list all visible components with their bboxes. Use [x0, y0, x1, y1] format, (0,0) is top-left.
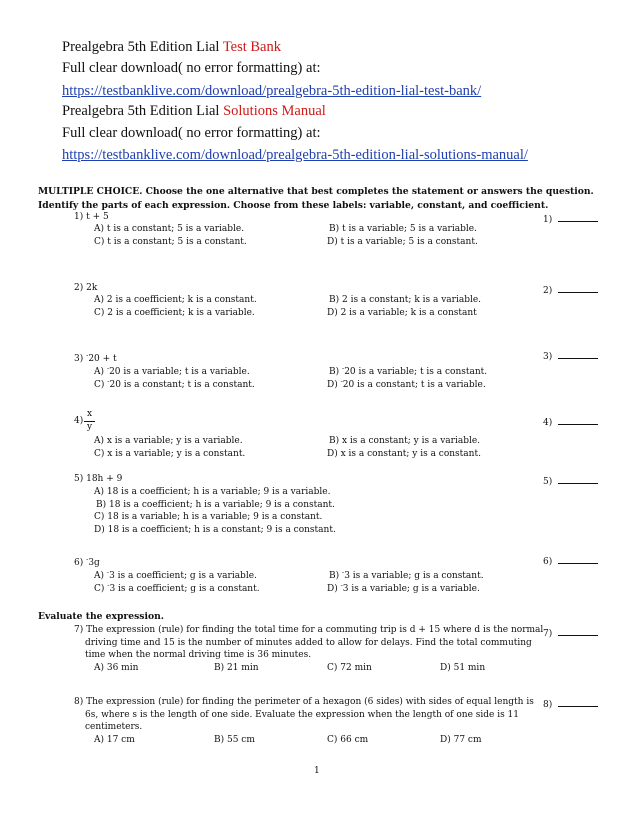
q5-stem: 5) 18h + 9 — [74, 474, 123, 484]
header-title-1: Prealgebra 5th Edition Lial — [62, 39, 223, 55]
q6-option-b: B) -3 is a variable; g is a constant. — [329, 568, 484, 581]
q7-line-3: time when the normal driving time is 36 minutes. — [85, 650, 312, 660]
q3-answer-blank — [543, 350, 598, 362]
q7-option-c: C) 72 min — [327, 663, 372, 673]
q5-option-c: C) 18 is a variable; h is a variable; 9 is a constant. — [94, 512, 323, 522]
section-instruction-1: MULTIPLE CHOICE. Choose the one alternative that best completes the statement or answers the question. — [38, 186, 594, 197]
solutions-manual-link[interactable]: https://testbanklive.com/download/prealgebra-5th-edition-lial-solutions-manual/ — [62, 147, 528, 163]
test-bank-link[interactable]: https://testbanklive.com/download/prealgebra-5th-edition-lial-test-bank/ — [62, 83, 482, 99]
q7-answer-label: 7) — [543, 629, 553, 639]
q4-option-a: A) x is a variable; y is a variable. — [94, 436, 243, 446]
q5-answer-blank — [543, 475, 598, 487]
q6-option-c: C) -3 is a coefficient; g is a constant. — [94, 581, 260, 594]
q1-option-c: C) t is a constant; 5 is a constant. — [94, 237, 247, 247]
q5-answer-label: 5) — [543, 477, 553, 487]
q7-answer-blank — [543, 627, 598, 639]
q3-stem: 3) -20 + t — [74, 351, 117, 364]
q7-line-1: 7) The expression (rule) for finding the total time for a commuting trip is d + 15 where d is the normal — [74, 625, 544, 635]
q8-answer-blank — [543, 698, 598, 710]
q4-option-d: D) x is a constant; y is a constant. — [327, 449, 481, 459]
q2-answer-blank — [543, 284, 598, 296]
q4-answer-blank — [543, 416, 598, 428]
q6-stem: 6) -3g — [74, 555, 100, 568]
q4-fraction-numerator: x — [87, 409, 93, 419]
q7-option-b: B) 21 min — [214, 663, 259, 673]
header-test-bank: Test Bank — [222, 39, 281, 55]
q8-option-b: B) 55 cm — [214, 735, 255, 745]
header-line-2: Full clear download( no error formatting) at: — [62, 60, 321, 76]
header-title-2: Prealgebra 5th Edition Lial — [62, 103, 224, 119]
q6-answer-label: 6) — [543, 557, 553, 567]
q8-line-2: 6s, where s is the length of one side. Evaluate the expression when the length of one side is 11 — [85, 710, 520, 720]
q8-line-3: centimeters. — [85, 722, 143, 732]
q6-option-a: A) -3 is a coefficient; g is a variable. — [94, 568, 257, 581]
q7-option-a: A) 36 min — [94, 663, 139, 673]
q3-answer-label: 3) — [543, 352, 553, 362]
q8-answer-label: 8) — [543, 700, 553, 710]
q4-option-c: C) x is a variable; y is a constant. — [94, 449, 246, 459]
q4-option-b: B) x is a constant; y is a variable. — [329, 436, 481, 446]
header-line-1 — [62, 38, 281, 56]
q4-answer-label: 4) — [543, 418, 553, 428]
q4-fraction-denominator: y — [87, 422, 93, 432]
q1-stem: 1) t + 5 — [74, 212, 109, 222]
q3-option-b: B) -20 is a variable; t is a constant. — [329, 364, 488, 377]
q1-answer-label: 1) — [543, 215, 553, 225]
q6-answer-blank — [543, 555, 598, 567]
page-number: 1 — [314, 766, 320, 776]
q1-option-a: A) t is a constant; 5 is a variable. — [94, 224, 245, 234]
q5-option-d: D) 18 is a coefficient; h is a constant; 9 is a constant. — [94, 525, 336, 535]
q1-option-d: D) t is a variable; 5 is a constant. — [327, 237, 478, 247]
q2-option-a: A) 2 is a coefficient; k is a constant. — [94, 295, 257, 305]
q8-line-1: 8) The expression (rule) for finding the perimeter of a hexagon (6 sides) with sides of equal length is — [74, 697, 534, 707]
header-line-4 — [62, 102, 326, 120]
q2-stem: 2) 2k — [74, 283, 98, 293]
q7-line-2: driving time and 15 is the number of minutes added to allow for delays. Find the total commuting — [85, 638, 532, 648]
section-2-title: Evaluate the expression. — [38, 611, 164, 622]
q8-option-a: A) 17 cm — [94, 735, 135, 745]
q1-option-b: B) t is a variable; 5 is a variable. — [329, 224, 477, 234]
q8-option-c: C) 66 cm — [327, 735, 369, 745]
q2-option-d: D) 2 is a variable; k is a constant — [327, 308, 477, 318]
q2-answer-label: 2) — [543, 286, 553, 296]
q8-option-d: D) 77 cm — [440, 735, 482, 745]
q3-option-c: C) -20 is a constant; t is a constant. — [94, 377, 255, 390]
header-line-5: Full clear download( no error formatting) at: — [62, 125, 321, 141]
q1-answer-blank — [543, 213, 598, 225]
q5-option-b: B) 18 is a coefficient; h is a variable; 9 is a constant. — [96, 500, 335, 510]
q2-option-b: B) 2 is a constant; k is a variable. — [329, 295, 482, 305]
q3-option-a: A) -20 is a variable; t is a variable. — [94, 364, 250, 377]
q6-option-d: D) -3 is a variable; g is a variable. — [327, 581, 480, 594]
section-instruction-2: Identify the parts of each expression. Choose from these labels: variable, constant, and coefficient. — [38, 200, 549, 211]
q5-option-a: A) 18 is a coefficient; h is a variable; 9 is a variable. — [94, 487, 331, 497]
header-solutions-manual: Solutions Manual — [223, 103, 326, 119]
q3-option-d: D) -20 is a constant; t is a variable. — [327, 377, 486, 390]
q4-number: 4) — [74, 416, 84, 426]
q2-option-c: C) 2 is a coefficient; k is a variable. — [94, 308, 255, 318]
q7-option-d: D) 51 min — [440, 663, 486, 673]
